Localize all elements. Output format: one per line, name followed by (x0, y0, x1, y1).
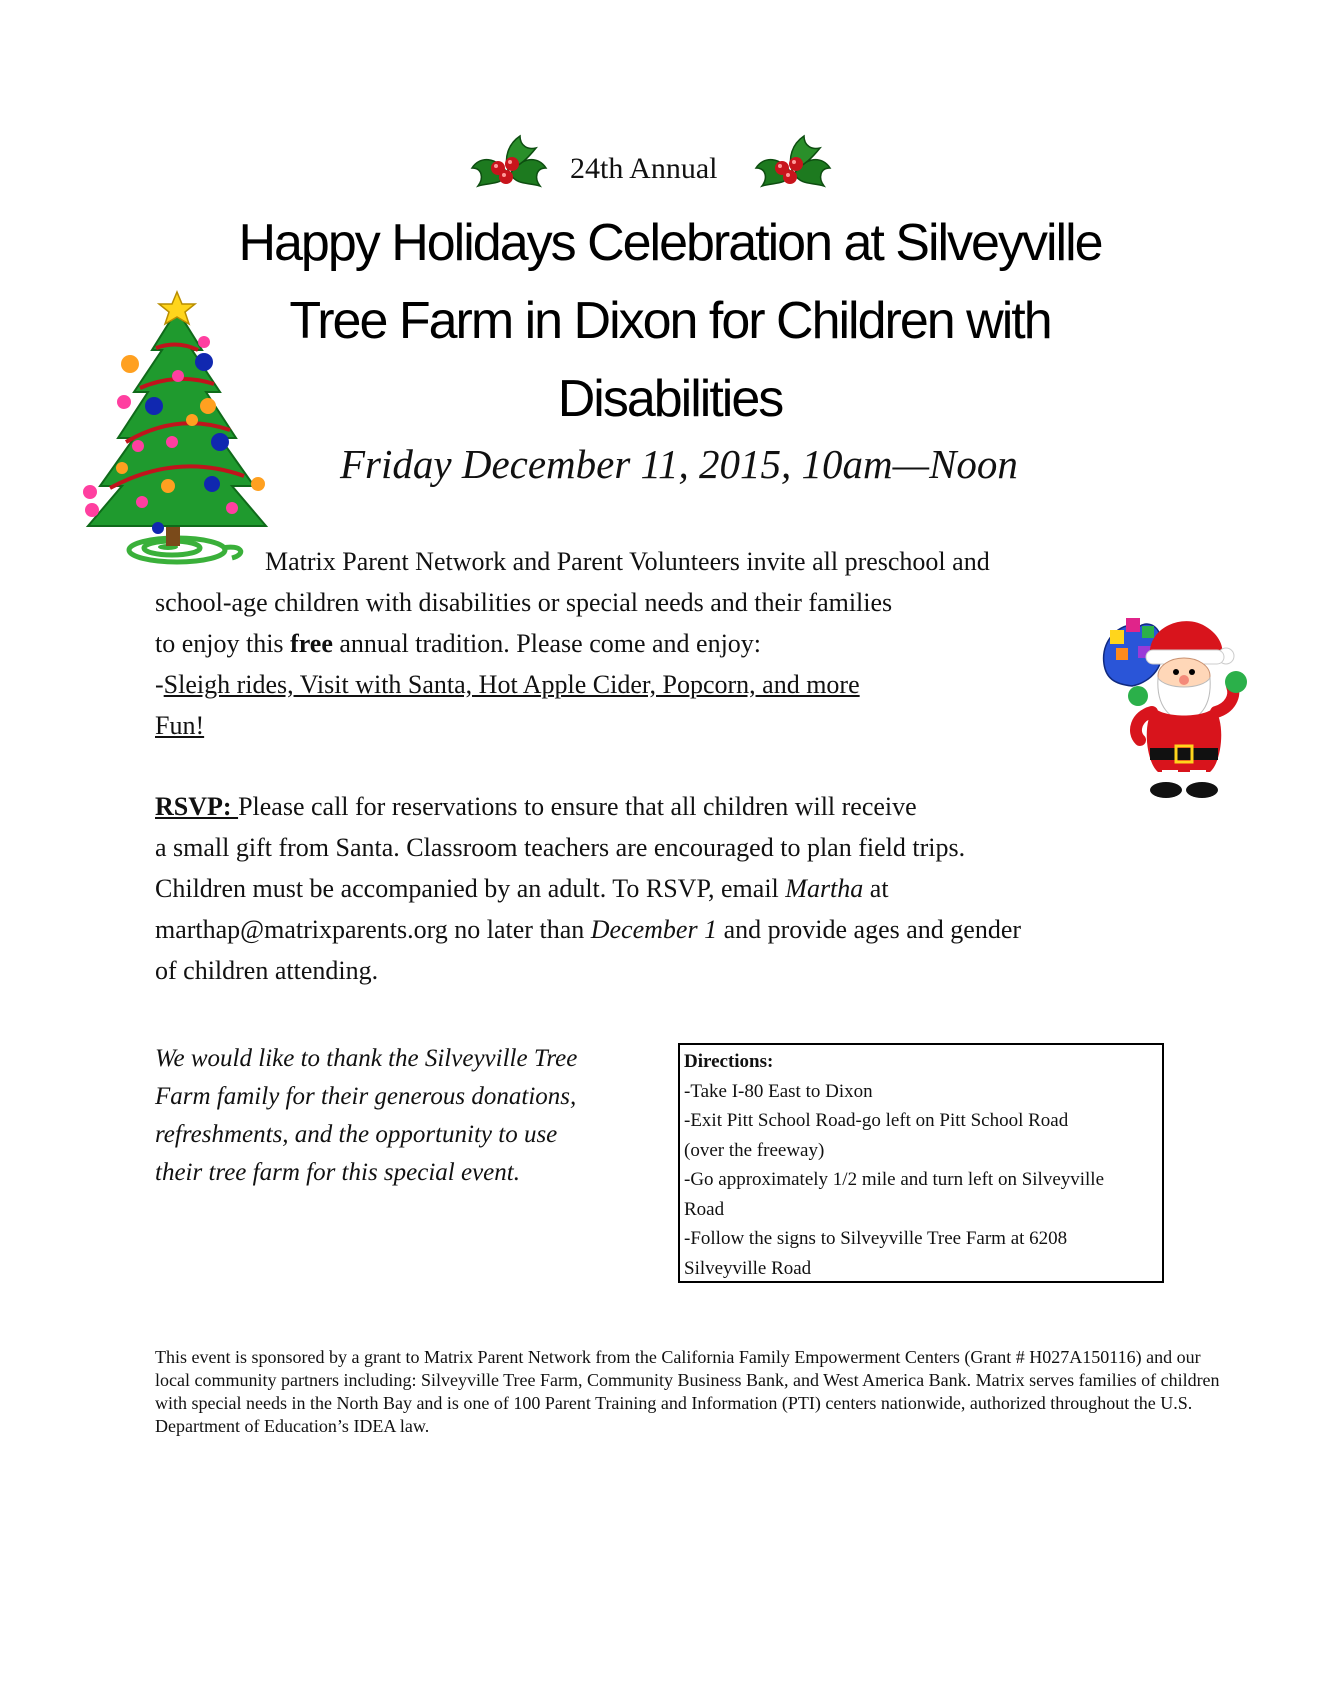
invite-line-1: Matrix Parent Network and Parent Volunteers invite all preschool and (265, 547, 990, 576)
contact-name: Martha (785, 874, 864, 903)
rsvp-line-5: of children attending. (155, 956, 379, 985)
title-line-2: Tree Farm in Dixon for Children with (289, 292, 1051, 350)
rsvp-line-2: a small gift from Santa. Classroom teachers are encouraged to plan field trips. (155, 833, 966, 862)
thanks-line: Farm family for their generous donations, (155, 1083, 577, 1110)
rsvp-deadline: December 1 (590, 915, 718, 944)
directions-line: Road (684, 1198, 725, 1220)
rsvp-paragraph (155, 786, 1021, 991)
rsvp-text: Children must be accompanied by an adult. To RSVP, email (155, 874, 786, 903)
rsvp-label: RSVP: (155, 792, 239, 821)
list-dash: - (155, 670, 164, 699)
directions-line: -Exit Pitt School Road-go left on Pitt School Road (684, 1110, 1069, 1131)
thanks-line: their tree farm for this special event. (155, 1159, 520, 1186)
directions-line: -Take I-80 East to Dixon (684, 1080, 873, 1102)
rsvp-line-3 (155, 868, 1021, 909)
christmas-tree-icon (82, 292, 272, 572)
rsvp-text: at (863, 874, 889, 903)
directions-line: (over the freeway) (684, 1139, 825, 1161)
rsvp-line-4 (155, 909, 1021, 950)
invite-text: to enjoy this (155, 629, 291, 658)
directions-line: Silveyville Road (684, 1257, 812, 1279)
invite-line-4 (155, 664, 990, 705)
activities-text: Sleigh rides, Visit with Santa, Hot Apple Cider, Popcorn, and more (163, 670, 860, 699)
directions-line: -Follow the signs to Silveyville Tree Farm at 6208 (684, 1228, 1068, 1249)
invite-line-3 (155, 623, 990, 664)
directions-box (678, 1043, 1164, 1283)
invite-text: annual tradition. Please come and enjoy: (332, 629, 762, 658)
invite-line-2: school-age children with disabilities or special needs and their families (155, 588, 893, 617)
subtitle: 24th Annual (570, 152, 718, 185)
santa-icon (1102, 612, 1252, 800)
title-line-1: Happy Holidays Celebration at Silveyville (238, 214, 1102, 272)
invite-paragraph (155, 541, 990, 746)
title-line-3: Disabilities (557, 370, 783, 428)
free-emphasis: free (290, 629, 333, 658)
contact-email: marthap@matrixparents.org (155, 915, 448, 944)
event-date: Friday December 11, 2015, 10am—Noon (340, 441, 1018, 487)
holly-icon-left (470, 134, 548, 206)
rsvp-text: Please call for reservations to ensure that all children will receive (238, 792, 917, 821)
thanks-note (155, 1040, 655, 1192)
sponsor-footer: This event is sponsored by a grant to Matrix Parent Network from the California Family Empowerment Centers (Grant # H027A150116) and our local community partners including: Silveyville Tree Farm, Community Business Bank, and West America Bank. Matrix serves families of children with special needs in the North Bay and is one of 100 Parent Training and Information (PTI) centers nationwide, authorized throughout the U.S. Department of Education’s IDEA law. (155, 1347, 1220, 1436)
directions-heading: Directions: (684, 1051, 774, 1072)
thanks-line: refreshments, and the opportunity to use (155, 1121, 558, 1148)
rsvp-line-1 (155, 786, 1021, 827)
rsvp-text: no later than (447, 915, 591, 944)
page-title (190, 204, 1150, 438)
holly-icon-right (754, 134, 832, 206)
rsvp-text: and provide ages and gender (717, 915, 1022, 944)
directions-line: -Go approximately 1/2 mile and turn left on Silveyville (684, 1169, 1105, 1190)
invite-line-5: Fun! (155, 711, 205, 740)
thanks-line: We would like to thank the Silveyville Tree (155, 1045, 578, 1072)
